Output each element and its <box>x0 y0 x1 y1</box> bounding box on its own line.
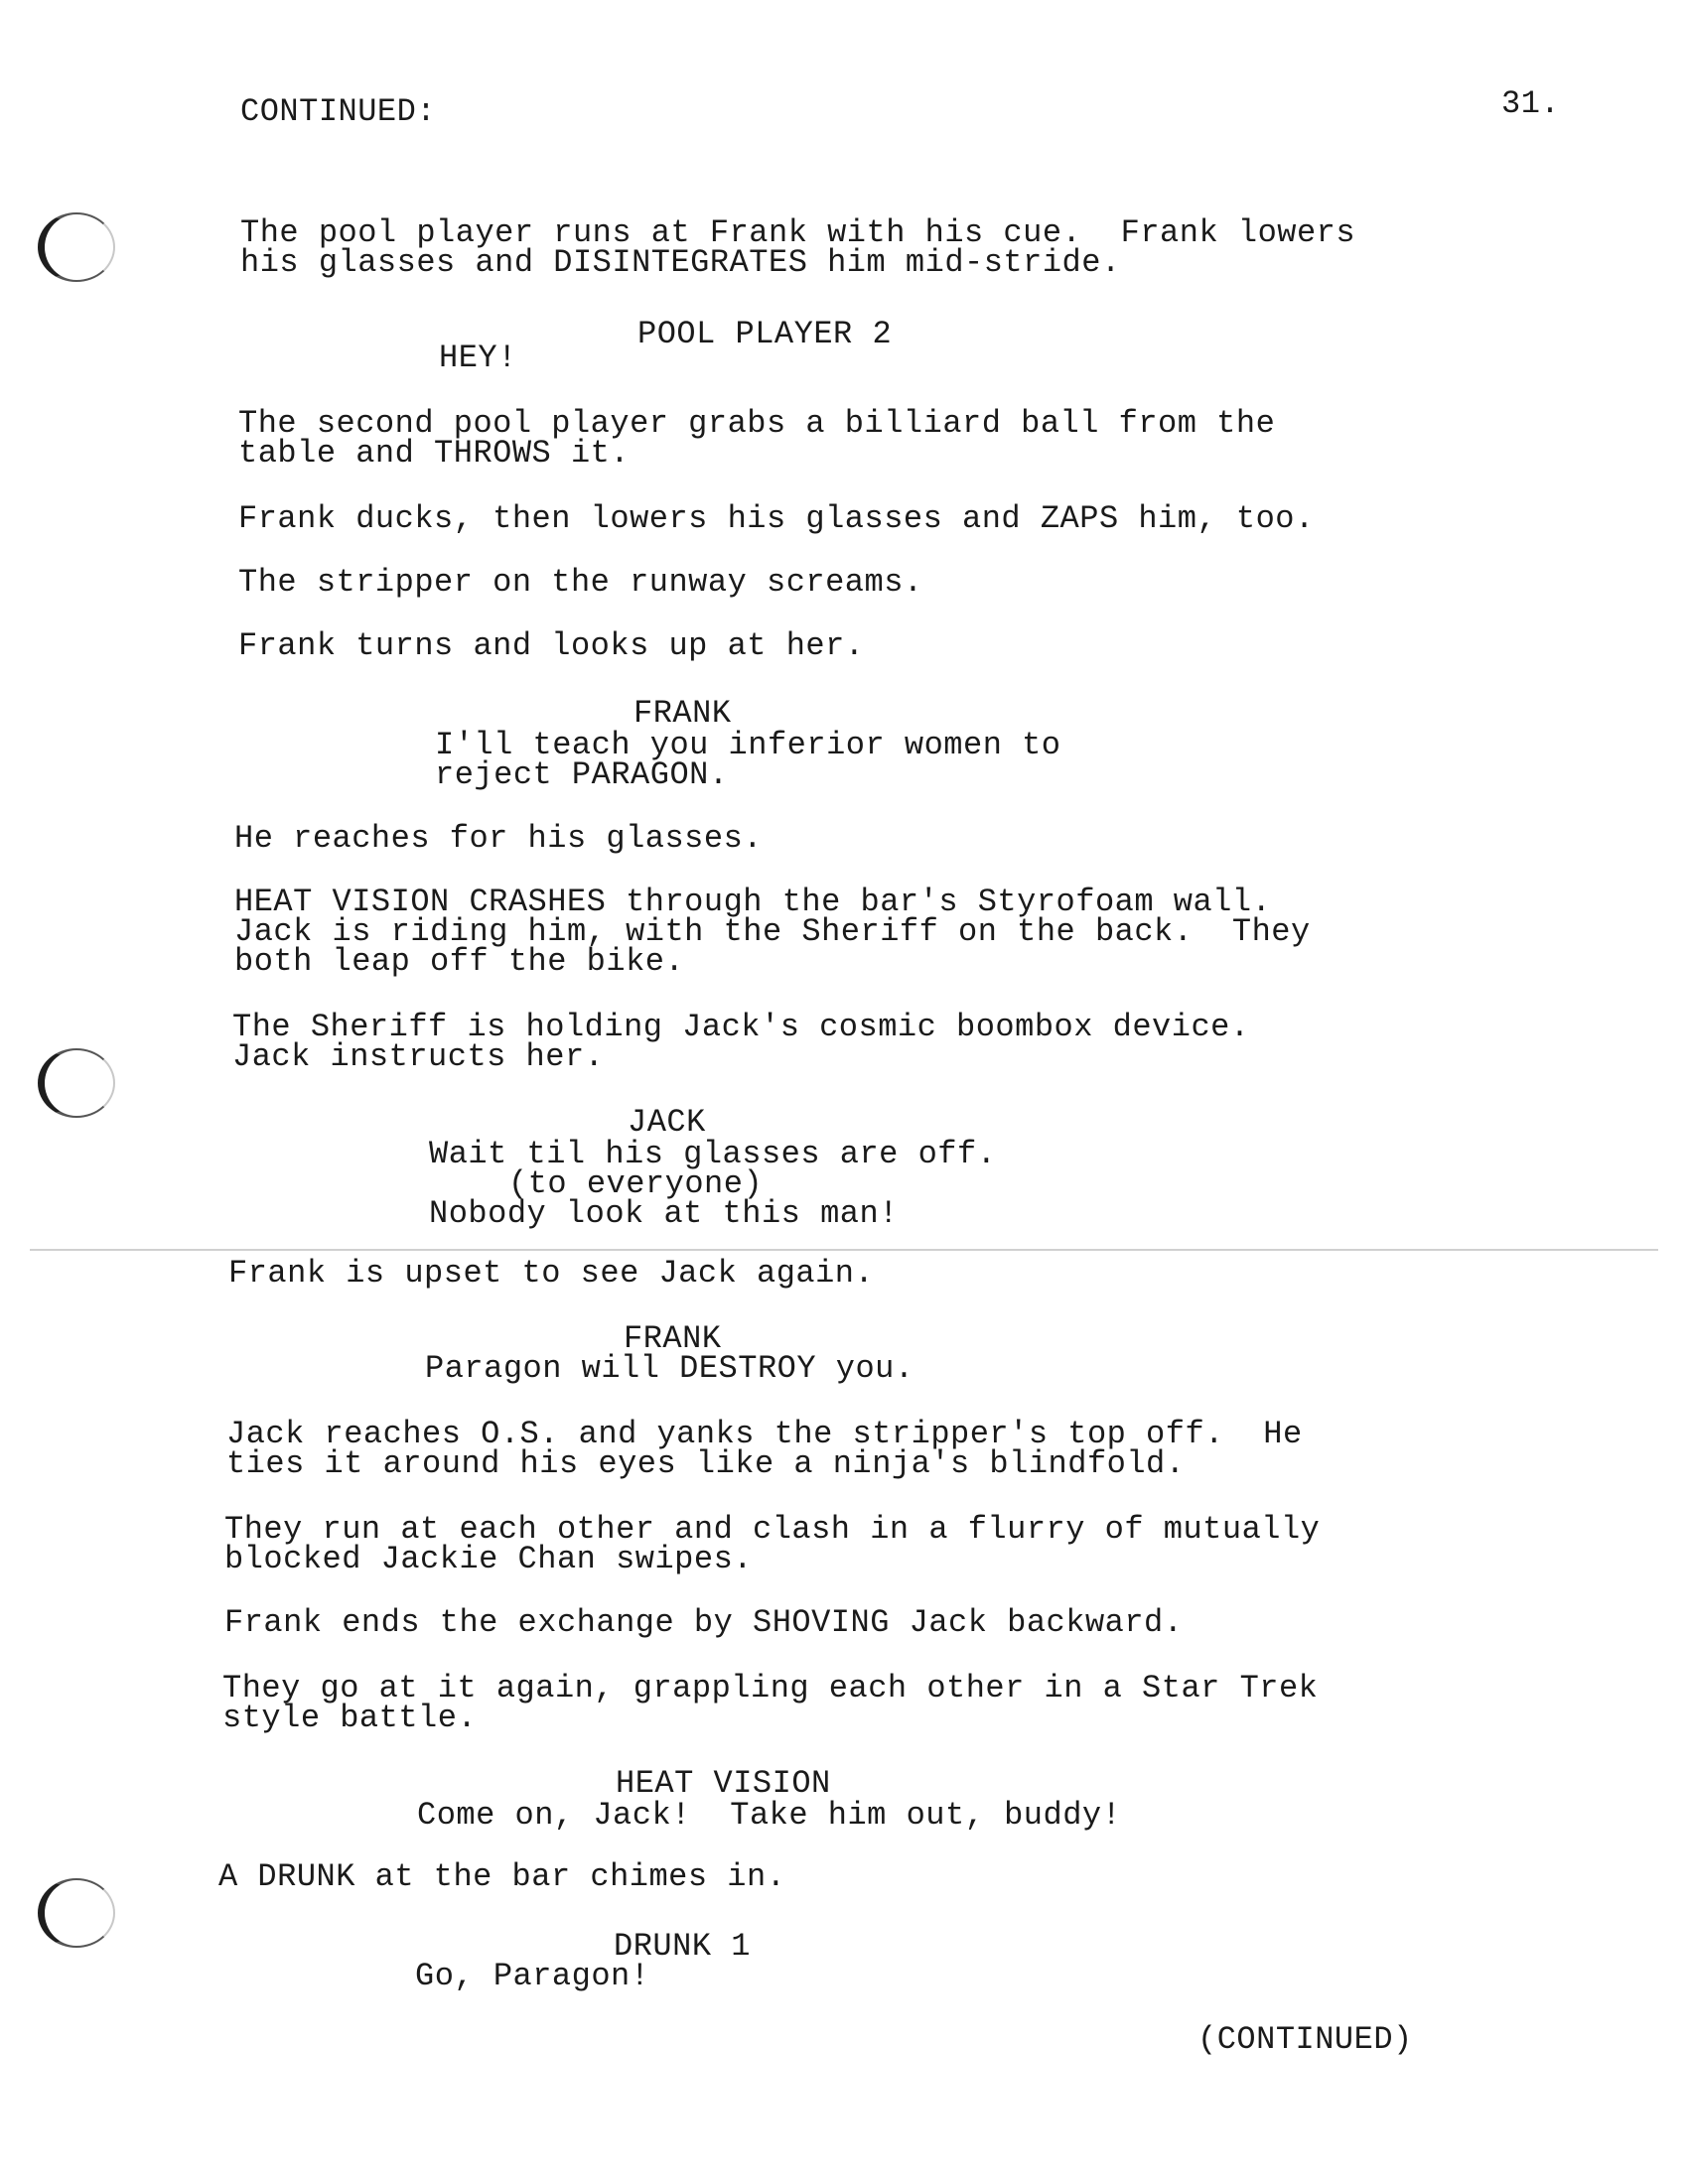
binder-hole-middle <box>38 1048 115 1118</box>
continued-header: CONTINUED: <box>240 93 437 130</box>
action-line: The stripper on the runway screams. <box>238 564 923 601</box>
action-line: Frank turns and looks up at her. <box>238 627 865 664</box>
action-line: ties it around his eyes like a ninja's blindfold. <box>226 1445 1186 1482</box>
action-line: Frank is upset to see Jack again. <box>228 1255 875 1292</box>
character-cue: JACK <box>628 1104 706 1141</box>
action-line: style battle. <box>222 1700 478 1736</box>
character-cue: HEAT VISION <box>616 1765 831 1802</box>
action-line: both leap off the bike. <box>234 943 685 980</box>
character-cue: POOL PLAYER 2 <box>637 316 893 352</box>
continued-footer: (CONTINUED) <box>1197 2021 1413 2058</box>
parenthetical: (to everyone) <box>508 1165 764 1202</box>
dialogue-line: Go, Paragon! <box>415 1958 650 1994</box>
binder-hole-top <box>38 212 115 282</box>
action-line: They go at it again, grappling each other in a Star Trek <box>222 1670 1319 1706</box>
dialogue-line: reject PARAGON. <box>435 756 729 793</box>
dialogue-line: I'll teach you inferior women to <box>435 727 1061 763</box>
dialogue-line: Nobody look at this man! <box>429 1195 899 1232</box>
action-line: Jack instructs her. <box>232 1038 605 1075</box>
binder-hole-bottom <box>38 1878 115 1948</box>
action-line: The Sheriff is holding Jack's cosmic boombox device. <box>232 1009 1250 1045</box>
action-line: Frank ducks, then lowers his glasses and ZAPS him, too. <box>238 500 1315 537</box>
action-line: The pool player runs at Frank with his cue. Frank lowers <box>240 214 1356 251</box>
action-line: A DRUNK at the bar chimes in. <box>218 1858 786 1895</box>
page-number: 31. <box>1501 85 1561 122</box>
scan-divider-line <box>30 1249 1658 1251</box>
dialogue-line: HEY! <box>439 340 517 376</box>
dialogue-line: Wait til his glasses are off. <box>429 1136 997 1172</box>
action-line: blocked Jackie Chan swipes. <box>224 1541 753 1577</box>
action-line: table and THROWS it. <box>238 435 631 472</box>
character-cue: FRANK <box>624 1320 722 1357</box>
action-line: Frank ends the exchange by SHOVING Jack backward. <box>224 1604 1184 1641</box>
action-line: Jack reaches O.S. and yanks the stripper's top off. He <box>226 1416 1303 1452</box>
action-line: They run at each other and clash in a flurry of mutually <box>224 1511 1321 1548</box>
character-cue: DRUNK 1 <box>614 1928 751 1965</box>
action-line: The second pool player grabs a billiard ball from the <box>238 405 1276 442</box>
dialogue-line: Come on, Jack! Take him out, buddy! <box>417 1797 1122 1834</box>
character-cue: FRANK <box>633 695 732 732</box>
action-line: HEAT VISION CRASHES through the bar's Styrofoam wall. <box>234 884 1272 920</box>
action-line: He reaches for his glasses. <box>234 820 763 857</box>
action-line: his glasses and DISINTEGRATES him mid-stride. <box>240 244 1121 281</box>
action-line: Jack is riding him, with the Sheriff on the back. They <box>234 913 1311 950</box>
dialogue-line: Paragon will DESTROY you. <box>425 1350 914 1387</box>
